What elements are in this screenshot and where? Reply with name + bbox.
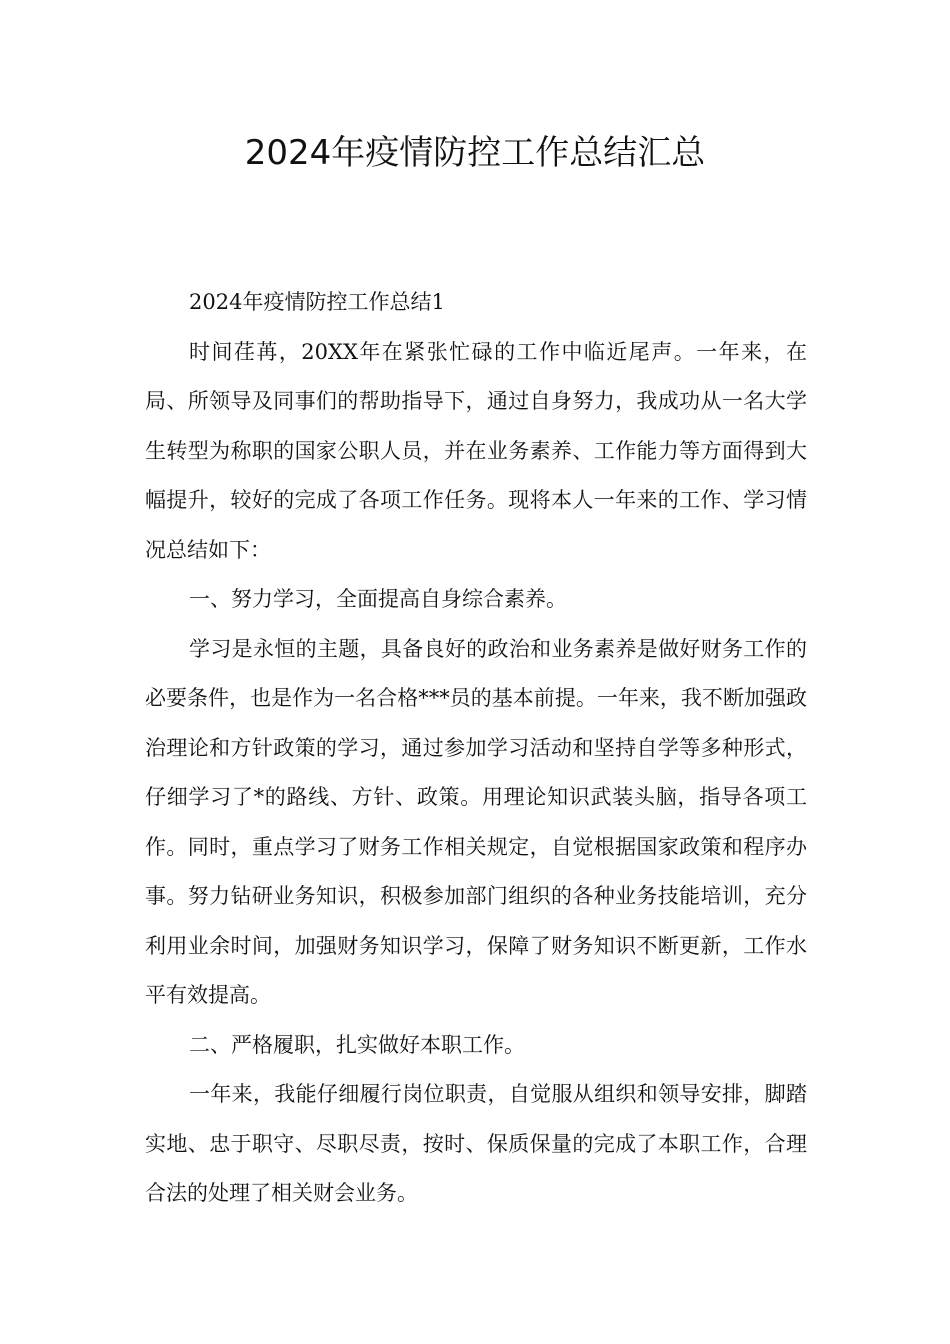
section-heading-summary-1: 2024年疫情防控工作总结1 (189, 290, 445, 314)
intro-paragraph: 时间荏苒，20XX年在紧张忙碌的工作中临近尾声。一年来，在局、所领导及同事们的帮助指导下，通过自身努力，我成功从一名大学生转型为称职的国家公职人员，并在业务素养、工作能力等方面得到大幅提升，较好的完成了各项工作任务。现将本人一年来的工作、学习情况总结如下： (145, 339, 807, 562)
document-body (145, 278, 807, 1219)
section-heading-duty: 二、严格履职，扎实做好本职工作。 (189, 1032, 525, 1057)
section-heading-study: 一、努力学习，全面提高自身综合素养。 (189, 587, 567, 611)
study-paragraph: 学习是永恒的主题，具备良好的政治和业务素养是做好财务工作的必要条件，也是作为一名合格***员的基本前提。一年来，我不断加强政治理论和方针政策的学习，通过参加学习活动和坚持自学等多种形式，仔细学习了*的路线、方针、政策。用理论知识武装头脑，指导各项工作。同时，重点学习了财务工作相关规定，自觉根据国家政策和程序办事。努力钻研业务知识，积极参加部门组织的各种业务技能培训，充分利用业余时间，加强财务知识学习，保障了财务知识不断更新，工作水平有效提高。 (145, 636, 807, 1007)
duty-paragraph: 一年来，我能仔细履行岗位职责，自觉服从组织和领导安排，脚踏实地、忠于职守、尽职尽责，按时、保质保量的完成了本职工作，合理合法的处理了相关财会业务。 (145, 1082, 807, 1205)
document-title: 2024年疫情防控工作总结汇总 (244, 133, 706, 173)
